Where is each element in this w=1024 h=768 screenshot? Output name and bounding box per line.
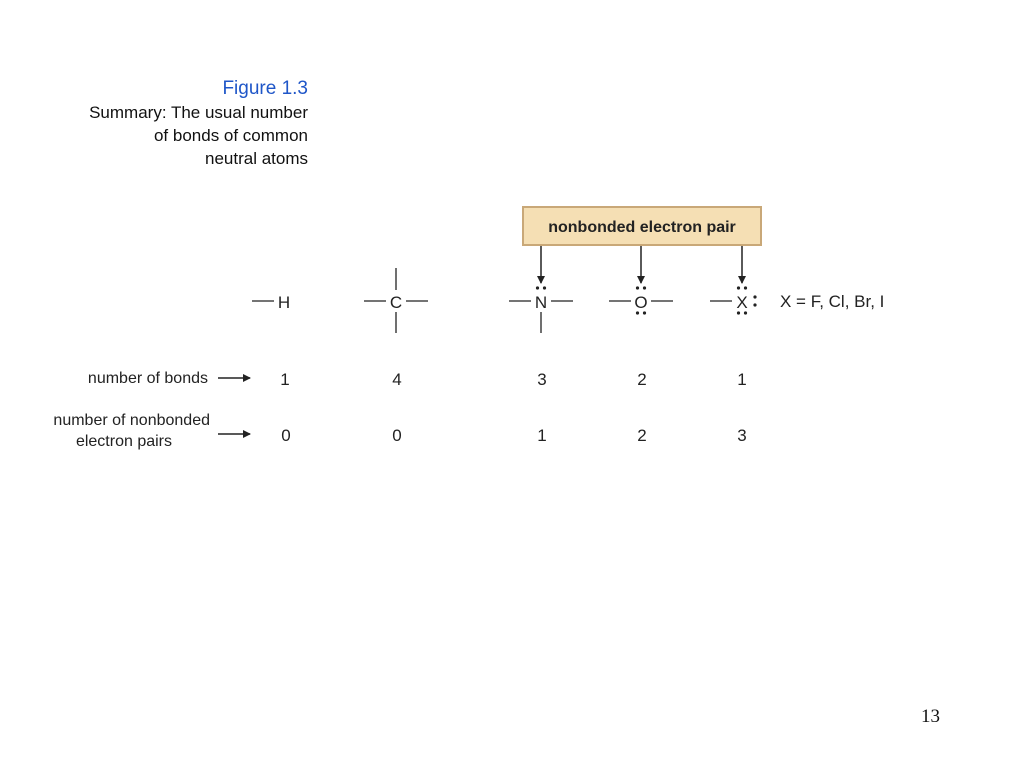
x-lone-pair-right-dot-2	[753, 303, 756, 306]
o-lone-pair-top-dot-2	[643, 286, 646, 289]
nonbonded-pair-callout-label: nonbonded electron pair	[548, 219, 736, 236]
carbon-structure	[364, 268, 428, 333]
halogen-definition: X = F, Cl, Br, I	[780, 292, 885, 311]
x-lone-pair-top-dot-2	[744, 286, 747, 289]
bonds-row-label: number of bonds	[87, 370, 208, 387]
x-lone-pair-top-dot-1	[737, 286, 740, 289]
x-lone-pair-right-dot-1	[753, 295, 756, 298]
o-lone-pair-top-dot-1	[636, 286, 639, 289]
caption-line-1: Summary: The usual number	[89, 103, 308, 122]
nonbonded-value-o: 2	[637, 426, 647, 445]
bonds-value-o: 2	[637, 370, 647, 389]
bonds-value-n: 3	[537, 370, 547, 389]
atom-c: C	[389, 293, 403, 312]
caption-line-3: neutral atoms	[205, 149, 308, 168]
nonbonded-value-c: 0	[392, 426, 402, 445]
nonbonded-value-x: 3	[737, 426, 747, 445]
oxygen-structure	[609, 286, 673, 314]
n-lone-pair-dot-1	[536, 286, 539, 289]
atom-h: H	[277, 293, 291, 312]
atom-n: N	[534, 293, 548, 312]
atom-o: O	[634, 293, 648, 312]
halogen-structure	[710, 286, 757, 314]
nonbonded-value-n: 1	[537, 426, 547, 445]
caption-line-2: of bonds of common	[153, 126, 308, 145]
bonds-value-c: 4	[392, 370, 402, 389]
nonbonded-value-h: 0	[281, 426, 291, 445]
nonbonded-row-label-line-1: number of nonbonded	[53, 412, 210, 429]
atom-x: X	[736, 293, 748, 312]
page-number: 13	[921, 706, 940, 727]
figure-title: Figure 1.3	[222, 78, 308, 99]
bonds-value-x: 1	[737, 370, 747, 389]
hydrogen-structure	[252, 293, 290, 312]
nonbonded-row-label-line-2: electron pairs	[75, 433, 172, 450]
nitrogen-structure	[509, 286, 573, 333]
bonds-value-h: 1	[280, 370, 290, 389]
n-lone-pair-dot-2	[543, 286, 546, 289]
